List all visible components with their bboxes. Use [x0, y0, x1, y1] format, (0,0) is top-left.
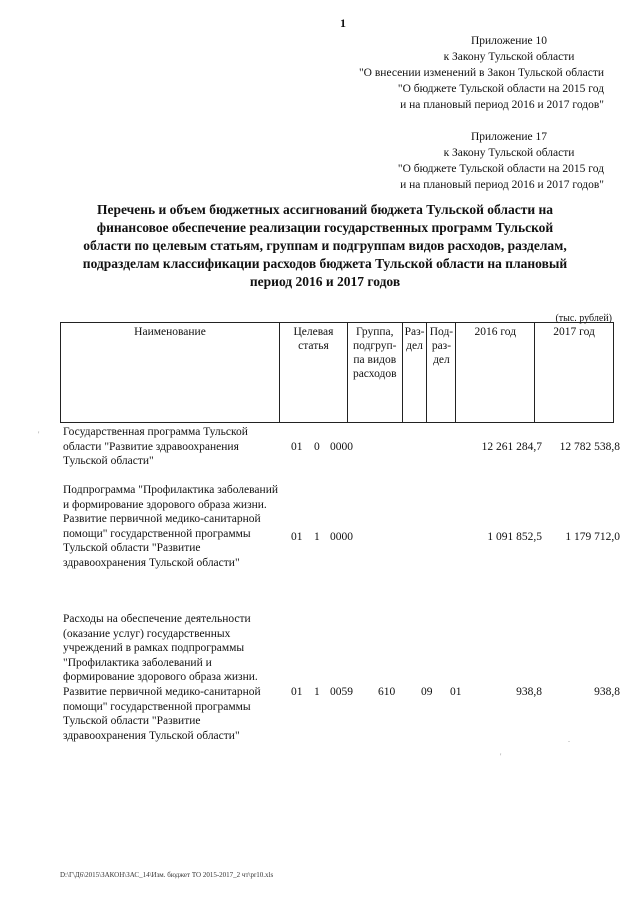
title-line3: области по целевым статьям, группам и подгруппам видов расходов, разделам,: [83, 238, 567, 253]
header-name-text: Наименование: [134, 326, 206, 338]
row-target-cs1: 01: [291, 686, 303, 698]
header-group-line4: расходов: [352, 368, 397, 380]
row-2016: 12 261 284,7: [481, 441, 542, 453]
header-subsection-line2: раз-: [431, 340, 452, 352]
table-row: [60, 612, 626, 777]
row-target-cs1: 01: [291, 441, 303, 453]
title-line5: период 2016 и 2017 годов: [249, 274, 401, 289]
header-2017-text: 2017 год: [553, 326, 595, 338]
annex-17-line4: и на плановый период 2016 и 2017 годов": [400, 179, 604, 191]
header-name: [61, 323, 280, 423]
row-target-cs2: 1: [314, 531, 320, 543]
row-target-cs3: 0059: [330, 686, 353, 698]
header-subsection-line3: дел: [433, 354, 450, 366]
row-subsection: 01: [450, 686, 462, 698]
header-group: [347, 323, 402, 423]
footer-file-path: D:\Г\Д6\2015\ЗАКОН\ЗАС_14\Изм. бюджет ТО 2015-2017_2 чт\pr10.xls: [60, 871, 274, 879]
header-subsection-line1: Под-: [429, 326, 454, 338]
row-target-cs1: 01: [291, 531, 303, 543]
table-header: [60, 322, 614, 423]
annex-10-line2: к Закону Тульской области: [443, 51, 575, 63]
row-target-cs3: 0000: [330, 441, 353, 453]
header-section-line2: дел: [406, 340, 423, 352]
header-group-line1: Группа,: [355, 326, 394, 338]
header-group-line2: подгруп-: [353, 340, 397, 352]
row-name: Подпрограмма "Профилактика заболеваний и формирование здорового образа жизни. Развитие первичной медико-санитарной помощи" государственной программы Тульской области "Развитие здравоохранения Тульской области": [63, 484, 278, 569]
title-line1: Перечень и объем бюджетных ассигнований бюджета Тульской области на: [96, 202, 554, 217]
table-row: [60, 483, 626, 593]
document-title: [40, 201, 610, 291]
table-row: [60, 425, 626, 473]
annex-10-heading: [304, 33, 604, 113]
row-2017: 1 179 712,0: [565, 531, 620, 543]
header-section: [402, 323, 427, 423]
row-target-cs2: 1: [314, 686, 320, 698]
annex-17-line2: к Закону Тульской области: [443, 147, 575, 159]
row-target-cs2: 0: [314, 441, 320, 453]
header-2016-text: 2016 год: [474, 326, 517, 338]
row-2016: 938,8: [516, 686, 542, 698]
row-2017: 938,8: [594, 686, 620, 698]
header-target-article: [279, 323, 347, 423]
row-target-cs3: 0000: [330, 531, 353, 543]
row-section: 09: [421, 686, 433, 698]
header-target-line2: статья: [298, 340, 329, 352]
header-section-line1: Раз-: [404, 326, 425, 338]
row-group: 610: [378, 686, 396, 698]
title-line4: подразделам классификации расходов бюджета Тульской области на плановый: [82, 256, 568, 271]
annex-10-line1: Приложение 10: [470, 35, 548, 47]
row-2016: 1 091 852,5: [487, 531, 542, 543]
page-number: 1: [340, 16, 346, 30]
header-target-line1: Целевая: [293, 326, 334, 338]
annex-17-line3: "О бюджете Тульской области на 2015 год: [397, 163, 604, 175]
scan-mark: ': [500, 752, 502, 761]
header-2016: [456, 323, 535, 423]
header-subsection: [427, 323, 456, 423]
scan-mark: ': [38, 430, 40, 439]
row-name: Расходы на обеспечение деятельности (оказание услуг) государственных учреждений в рамках подпрограммы "Профилактика заболеваний и формирование здорового образа жизни. Развитие первичной медико-санитарной помощи" государственной программы Тульской области "Развитие здравоохранения Тульской области": [63, 613, 261, 742]
annex-10-line4: "О бюджете Тульской области на 2015 год: [397, 83, 604, 95]
header-2017: [535, 323, 614, 423]
title-line2: финансовое обеспечение реализации государственных программ Тульской: [96, 220, 554, 235]
annex-17-heading: [304, 129, 604, 193]
scan-mark: .: [568, 735, 570, 744]
annex-10-line3: "О внесении изменений в Закон Тульской области: [358, 67, 604, 79]
annex-10-line5: и на плановый период 2016 и 2017 годов": [400, 99, 604, 111]
annex-17-line1: Приложение 17: [470, 131, 548, 143]
units-label: (тыс. рублей): [555, 313, 612, 324]
row-2017: 12 782 538,8: [559, 441, 620, 453]
row-name: Государственная программа Тульской области "Развитие здравоохранения Тульской области": [63, 426, 248, 468]
header-group-line3: па видов: [353, 354, 397, 366]
